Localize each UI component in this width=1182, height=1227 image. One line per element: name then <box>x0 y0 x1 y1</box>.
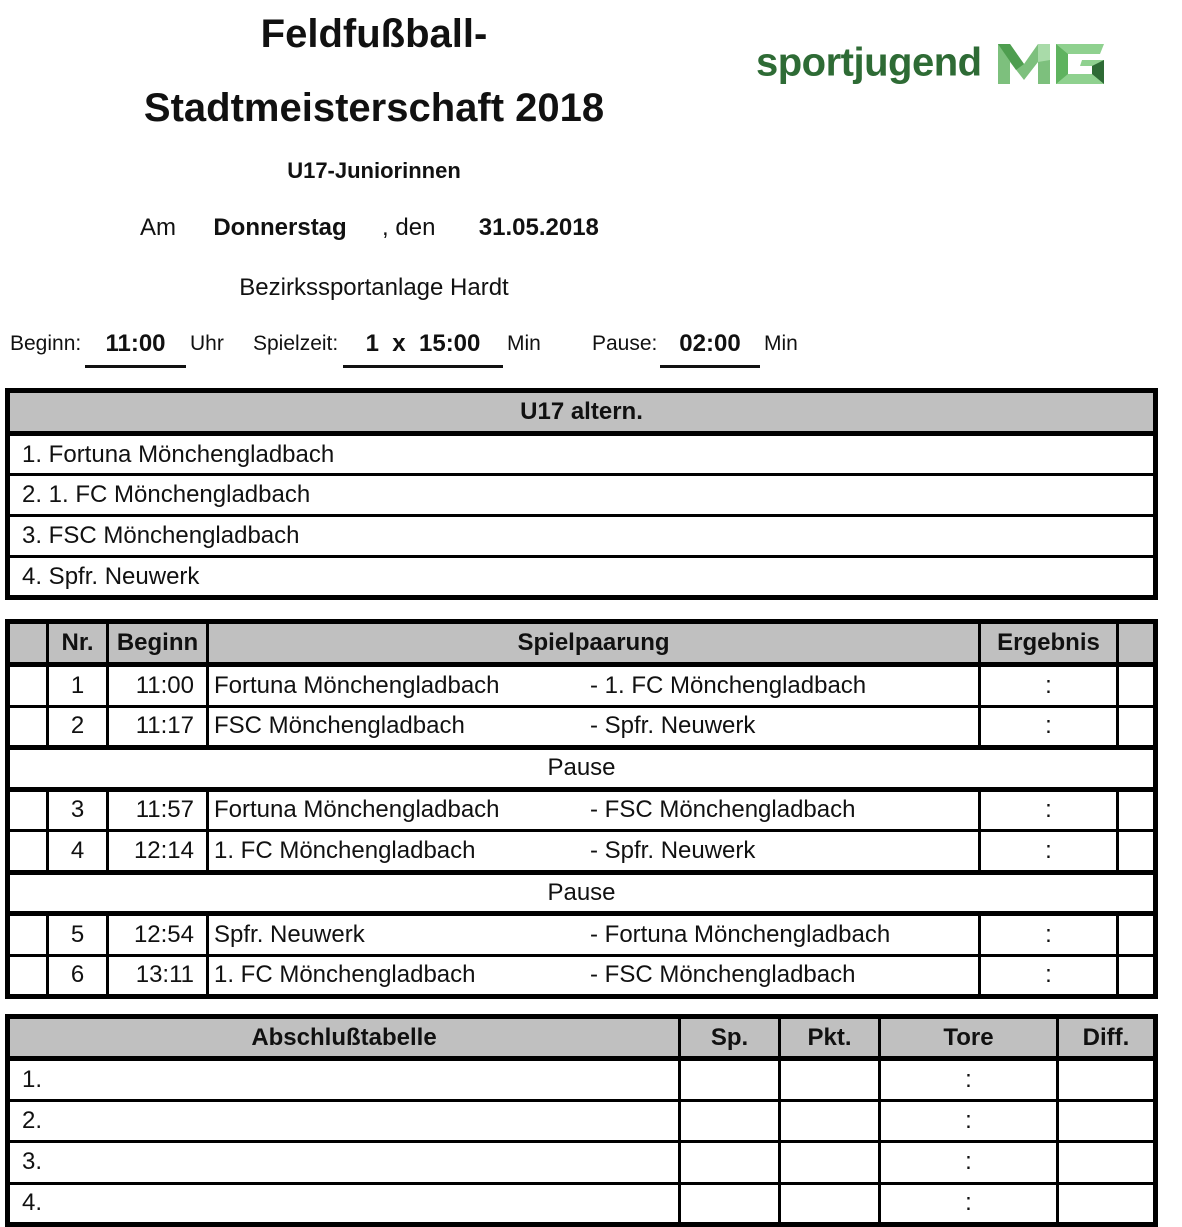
home-team: Spfr. Neuwerk <box>214 920 365 948</box>
subtitle: U17-Juniorinnen <box>287 158 461 183</box>
standings-row <box>8 1059 1156 1101</box>
match-pairing <box>208 789 980 831</box>
date-prefix: Am <box>140 214 176 241</box>
standings-pkt[interactable] <box>780 1142 880 1184</box>
standings-rank[interactable]: 3. <box>8 1142 680 1184</box>
match-blank-end <box>1118 914 1156 956</box>
standings-tore[interactable]: : <box>880 1059 1058 1101</box>
title-line-2: Stadtmeisterschaft 2018 <box>143 86 605 130</box>
match-nr: 1 <box>48 665 108 707</box>
home-team: Fortuna Mönchengladbach <box>214 671 500 699</box>
home-team: 1. FC Mönchengladbach <box>214 836 476 864</box>
away-team: - Fortuna Mönchengladbach <box>590 920 891 948</box>
match-result[interactable]: : <box>980 831 1118 873</box>
match-nr: 3 <box>48 789 108 831</box>
header-pkt: Pkt. <box>780 1017 880 1059</box>
header-spielpaarung: Spielpaarung <box>208 622 980 665</box>
beginn-value: 11:00 <box>85 330 186 368</box>
match-nr: 2 <box>48 706 108 748</box>
standings-tore[interactable]: : <box>880 1183 1058 1225</box>
weekday: Donnerstag <box>213 214 347 241</box>
header-beginn: Beginn <box>108 622 208 665</box>
standings-diff[interactable] <box>1058 1100 1156 1142</box>
match-result[interactable]: : <box>980 914 1118 956</box>
date-mid: , den <box>382 214 436 241</box>
match-pairing <box>208 955 980 997</box>
pause-label: Pause <box>8 748 1156 790</box>
header-sp: Sp. <box>680 1017 780 1059</box>
standings-rank[interactable]: 4. <box>8 1183 680 1225</box>
match-time: 11:57 <box>108 789 208 831</box>
team-item: 4. Spfr. Neuwerk <box>8 557 1156 598</box>
header-blank-end <box>1118 622 1156 665</box>
match-time: 11:00 <box>108 665 208 707</box>
team-item: 3. FSC Mönchengladbach <box>8 516 1156 557</box>
match-row <box>8 706 1156 748</box>
beginn-label: Beginn: <box>10 332 82 355</box>
matches-table <box>5 619 1158 999</box>
standings-pkt[interactable] <box>780 1100 880 1142</box>
away-team: - 1. FC Mönchengladbach <box>590 671 867 699</box>
pause-row <box>8 748 1156 790</box>
match-result[interactable]: : <box>980 789 1118 831</box>
standings-pkt[interactable] <box>780 1183 880 1225</box>
standings-pkt[interactable] <box>780 1059 880 1101</box>
header-blank <box>8 622 48 665</box>
teams-table <box>5 388 1158 600</box>
match-pairing <box>208 706 980 748</box>
title-line-1: Feldfußball- <box>260 12 488 56</box>
away-team: - FSC Mönchengladbach <box>590 961 856 989</box>
standings-tore[interactable]: : <box>880 1142 1058 1184</box>
match-row <box>8 665 1156 707</box>
final-standings-table <box>5 1014 1158 1227</box>
match-blank-end <box>1118 665 1156 707</box>
standings-rank[interactable]: 1. <box>22 1065 43 1093</box>
home-team: Fortuna Mönchengladbach <box>214 796 500 824</box>
match-blank-end <box>1118 955 1156 997</box>
pause-row <box>8 872 1156 914</box>
standings-tore[interactable]: : <box>880 1100 1058 1142</box>
match-row <box>8 831 1156 873</box>
match-blank <box>8 914 48 956</box>
match-nr: 6 <box>48 955 108 997</box>
match-time: 13:11 <box>108 955 208 997</box>
header-tore: Tore <box>880 1017 1058 1059</box>
pause-label: Pause <box>8 872 1156 914</box>
match-blank <box>8 665 48 707</box>
match-pairing <box>208 665 980 707</box>
home-team: 1. FC Mönchengladbach <box>214 961 476 989</box>
match-time: 11:17 <box>108 706 208 748</box>
group-title: U17 altern. <box>8 391 1156 434</box>
header-diff: Diff. <box>1058 1017 1156 1059</box>
standings-sp[interactable] <box>680 1142 780 1184</box>
standings-row <box>8 1100 1156 1142</box>
header-ergebnis: Ergebnis <box>980 622 1118 665</box>
venue: Bezirkssportanlage Hardt <box>239 274 509 301</box>
standings-row <box>8 1183 1156 1225</box>
match-result[interactable]: : <box>980 665 1118 707</box>
match-nr: 5 <box>48 914 108 956</box>
date-line <box>140 214 599 242</box>
match-pairing <box>208 831 980 873</box>
standings-diff[interactable] <box>1058 1183 1156 1225</box>
match-time: 12:14 <box>108 831 208 873</box>
away-team: - FSC Mönchengladbach <box>590 796 856 824</box>
away-team: - Spfr. Neuwerk <box>590 712 756 740</box>
header-abschlusstabelle: Abschlußtabelle <box>8 1017 680 1059</box>
standings-diff[interactable] <box>1058 1142 1156 1184</box>
standings-sp[interactable] <box>680 1100 780 1142</box>
standings-row <box>8 1142 1156 1184</box>
spielzeit-value: 1 x 15:00 <box>343 330 503 368</box>
pause-unit: Min <box>764 332 798 355</box>
home-team: FSC Mönchengladbach <box>214 712 465 740</box>
header-nr: Nr. <box>48 622 108 665</box>
team-item: 2. 1. FC Mönchengladbach <box>8 475 1156 516</box>
logo-mg-mark-icon <box>996 40 1108 86</box>
match-blank-end <box>1118 789 1156 831</box>
match-nr: 4 <box>48 831 108 873</box>
match-blank-end <box>1118 706 1156 748</box>
pause-value: 02:00 <box>660 330 760 368</box>
logo-wordmark: sportjugend <box>756 40 982 85</box>
match-blank-end <box>1118 831 1156 873</box>
spielzeit-label: Spielzeit: <box>253 332 339 355</box>
match-row <box>8 955 1156 997</box>
pause-label: Pause: <box>592 332 658 355</box>
beginn-unit: Uhr <box>190 332 224 355</box>
match-time: 12:54 <box>108 914 208 956</box>
match-row <box>8 914 1156 956</box>
date-value: 31.05.2018 <box>478 214 599 241</box>
match-blank <box>8 831 48 873</box>
match-result[interactable]: : <box>980 706 1118 748</box>
standings-rank[interactable]: 2. <box>8 1100 680 1142</box>
spielzeit-unit: Min <box>507 332 541 355</box>
match-blank <box>8 789 48 831</box>
standings-diff[interactable] <box>1058 1059 1156 1101</box>
match-pairing <box>208 914 980 956</box>
standings-sp[interactable] <box>680 1059 780 1101</box>
match-blank <box>8 706 48 748</box>
match-result[interactable]: : <box>980 955 1118 997</box>
match-blank <box>8 955 48 997</box>
match-row <box>8 789 1156 831</box>
standings-sp[interactable] <box>680 1183 780 1225</box>
team-item: 1. Fortuna Mönchengladbach <box>22 440 335 468</box>
sportjugend-logo <box>756 40 1108 86</box>
away-team: - Spfr. Neuwerk <box>590 836 756 864</box>
